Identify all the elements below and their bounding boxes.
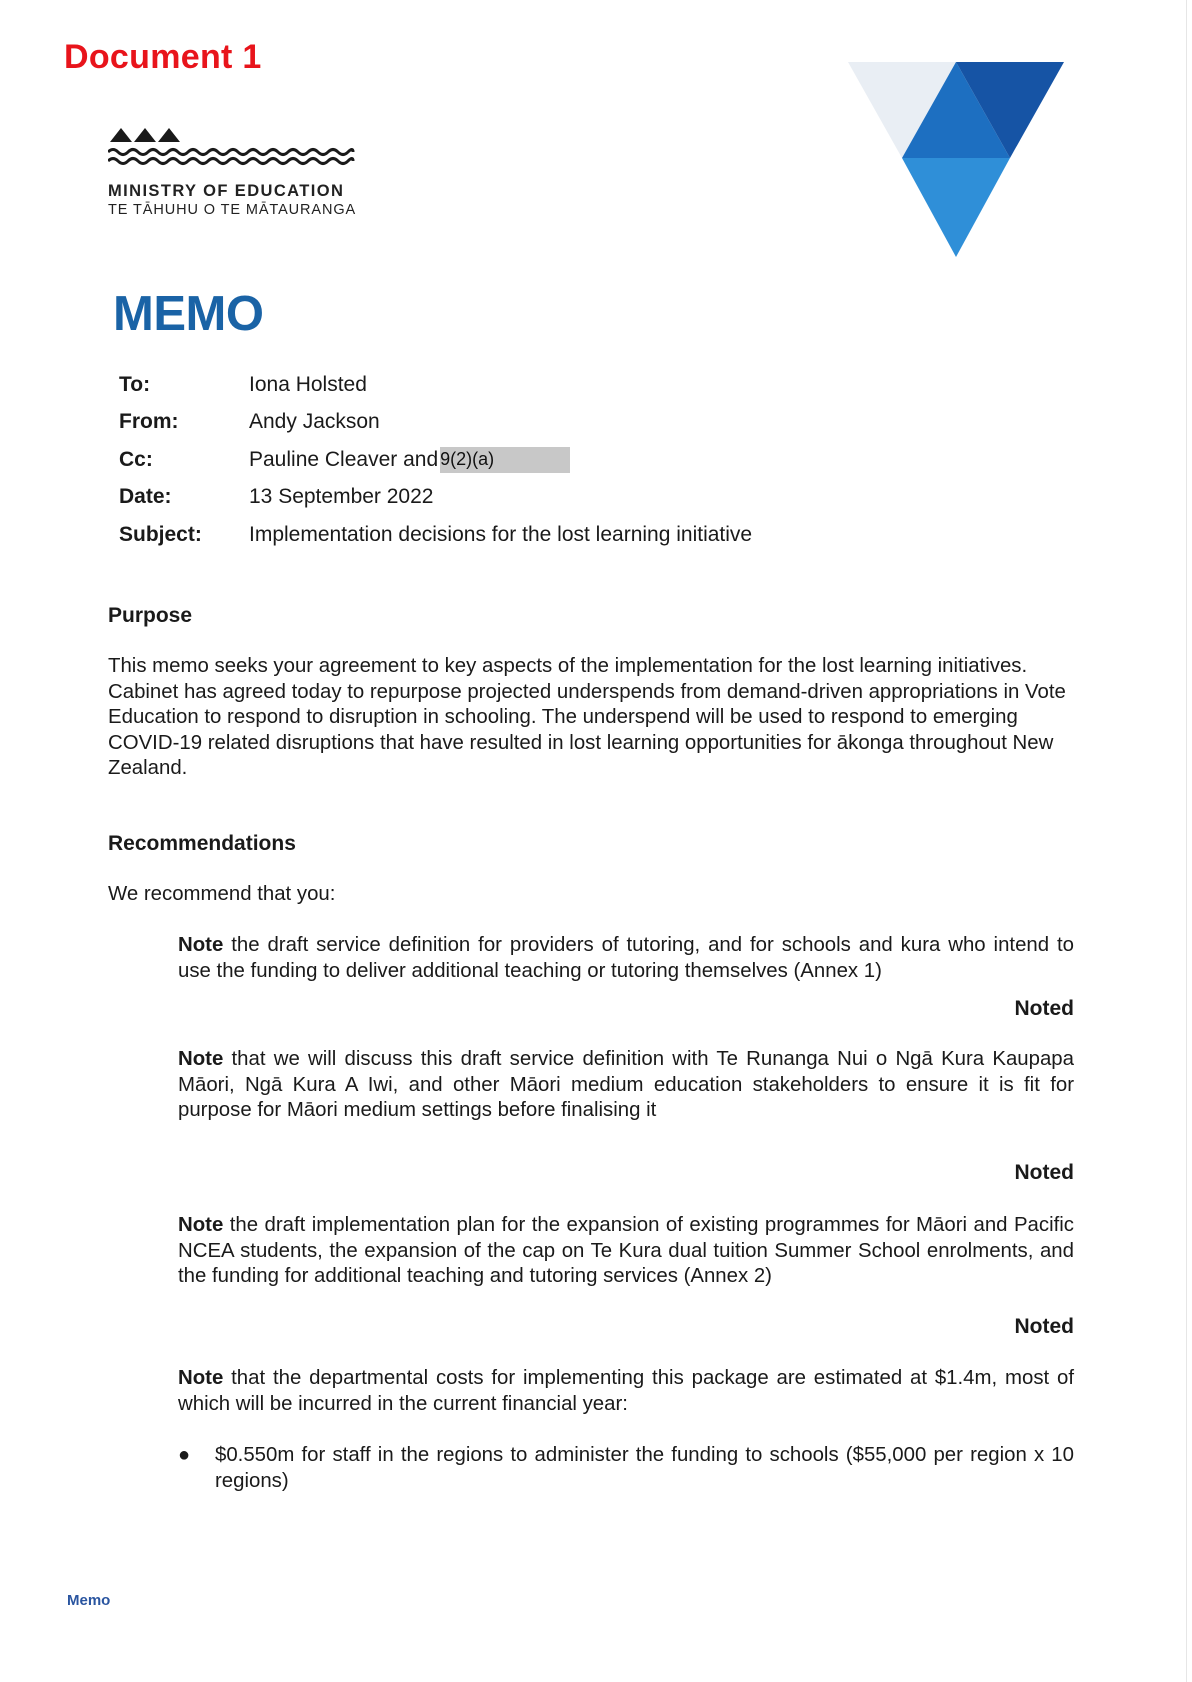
cost-bullet: $0.550m for staff in the regions to administer the funding to schools ($55,000 per region x 10 regions) xyxy=(215,1444,1074,1492)
memo-header-fields xyxy=(119,366,752,554)
purpose-body: This memo seeks your agreement to key aspects of the implementation for the lost learning initiatives. Cabinet has agreed today to repurpose projected underspends from demand-driven appropriations in Vote Education to respond to disruption in schooling. The underspend will be used to respond to emerging COVID-19 related disruptions that have resulted in lost learning opportunities for ākonga throughout New Zealand. xyxy=(108,655,1066,779)
noted-status: Noted xyxy=(1014,997,1074,1020)
rec-lead: Note xyxy=(178,1048,224,1070)
recommendation-item xyxy=(178,933,1074,984)
recommendation-item xyxy=(178,1366,1074,1417)
to-value: Iona Holsted xyxy=(249,372,367,396)
recommendation-item xyxy=(178,1213,1074,1290)
recommendations-heading: Recommendations xyxy=(108,832,296,855)
page-edge-line xyxy=(1186,0,1187,1682)
rec-lead: Note xyxy=(178,1214,224,1236)
noted-status: Noted xyxy=(1014,1161,1074,1184)
from-value: Andy Jackson xyxy=(249,410,380,434)
cc-value: Pauline Cleaver and xyxy=(249,447,439,471)
cc-label: Cc: xyxy=(119,447,153,471)
cc-row xyxy=(119,441,752,479)
recommendation-item xyxy=(178,1047,1074,1124)
date-value: 13 September 2022 xyxy=(249,485,434,509)
subject-row xyxy=(119,516,752,554)
cc-value-wrap xyxy=(249,447,570,473)
rec-text: the draft implementation plan for the expansion of existing programmes for Māori and Pacific NCEA students, the expansion of the cap on Te Kura dual tuition Summer School enrolments, and the funding for additional teaching and tutoring services (Annex 2) xyxy=(178,1214,1074,1287)
from-label: From: xyxy=(119,410,179,434)
logo-name: MINISTRY OF EDUCATION xyxy=(108,182,345,200)
ministry-logo xyxy=(108,128,368,218)
from-row xyxy=(119,404,752,442)
footer-label: Memo xyxy=(67,1592,111,1609)
purpose-heading: Purpose xyxy=(108,604,193,627)
redaction-box: 9(2)(a) xyxy=(440,447,570,473)
subject-value: Implementation decisions for the lost learning initiative xyxy=(249,522,753,546)
date-label: Date: xyxy=(119,485,172,509)
noted-status: Noted xyxy=(1014,1315,1074,1338)
memo-title: MEMO xyxy=(113,287,264,341)
document-label: Document 1 xyxy=(64,38,262,76)
rec-text: that we will discuss this draft service definition with Te Runanga Nui o Ngā Kura Kaupapa Māori, Ngā Kura A Iwi, and other Māori medium education stakeholders to ensure it is fit for purpose for Māori medium settings before finalising it xyxy=(178,1048,1074,1121)
recommendations-intro: We recommend that you: xyxy=(108,883,336,905)
subject-label: Subject: xyxy=(119,522,202,546)
rec-text: the draft service definition for providers of tutoring, and for schools and kura who intend to use the funding to deliver additional teaching or tutoring themselves (Annex 1) xyxy=(178,934,1074,982)
logo-subtitle: TE TĀHUHU O TE MĀTAURANGA xyxy=(108,202,357,218)
triangle-brand-icon xyxy=(848,60,1076,265)
to-row xyxy=(119,366,752,404)
rec-lead: Note xyxy=(178,1367,224,1389)
rec-text: that the departmental costs for implementing this package are estimated at $1.4m, most of which will be incurred in the current financial year: xyxy=(178,1367,1074,1415)
bullet-icon: ● xyxy=(178,1444,191,1466)
rec-lead: Note xyxy=(178,934,224,956)
date-row xyxy=(119,479,752,517)
mountains-waves-icon xyxy=(108,128,363,178)
to-label: To: xyxy=(119,372,151,396)
